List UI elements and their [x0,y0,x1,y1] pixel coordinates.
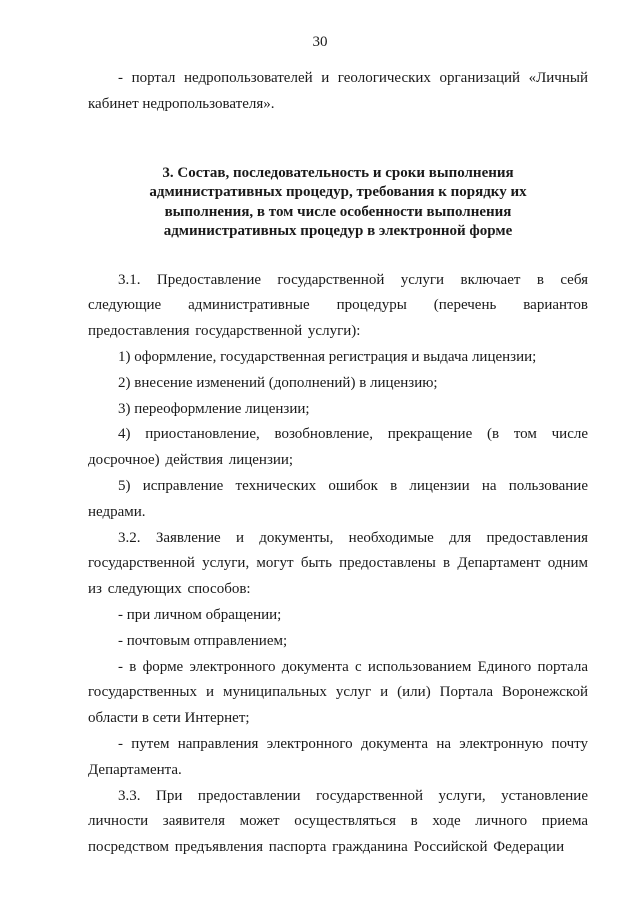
list-item-1: 1) оформление, государственная регистрация и выдача лицензии; [118,348,537,365]
method-item-4: - путем направления электронного документа на электронную почту Департамента. [88,735,588,778]
list-item-5: 5) исправление технических ошибок в лицензии на пользование недрами. [88,477,588,520]
document-body [88,66,588,861]
method-item-3: - в форме электронного документа с использованием Единого портала государственных и муниципальных услуг и (или) Портала Воронежской области в сети Интернет; [88,658,588,727]
list-item-2: 2) внесение изменений (дополнений) в лицензию; [118,374,438,391]
paragraph-3-2: 3.2. Заявление и документы, необходимые для предоставления государственной услуги, могут быть предоставлены в Департамент одним из следующих способов: [88,529,588,598]
method-item-1: - при личном обращении; [118,606,282,623]
paragraph-3-1: 3.1. Предоставление государственной услуги включает в себя следующие административные процедуры (перечень вариантов предоставления государственной услуги): [88,271,588,340]
list-item-4: 4) приостановление, возобновление, прекращение (в том числе досрочное) действия лицензии; [88,426,588,469]
section-heading-block [88,164,588,242]
section-heading: 3. Состав, последовательность и сроки выполнения административных процедур, требования к порядку их выполнения, в том числе особенности выполнения административных процедур в электронной форме [149,164,527,240]
page-number: 30 [312,34,328,50]
method-item-2: - почтовым отправлением; [118,632,288,649]
intro-paragraph: - портал недропользователей и геологических организаций «Личный кабинет недропользователя». [88,70,588,112]
paragraph-3-3: 3.3. При предоставлении государственной услуги, установление личности заявителя может осуществляться в ходе личного приема посредством предъявления паспорта гражданина Российской Федерации [88,787,588,856]
list-item-3: 3) переоформление лицензии; [118,400,310,417]
